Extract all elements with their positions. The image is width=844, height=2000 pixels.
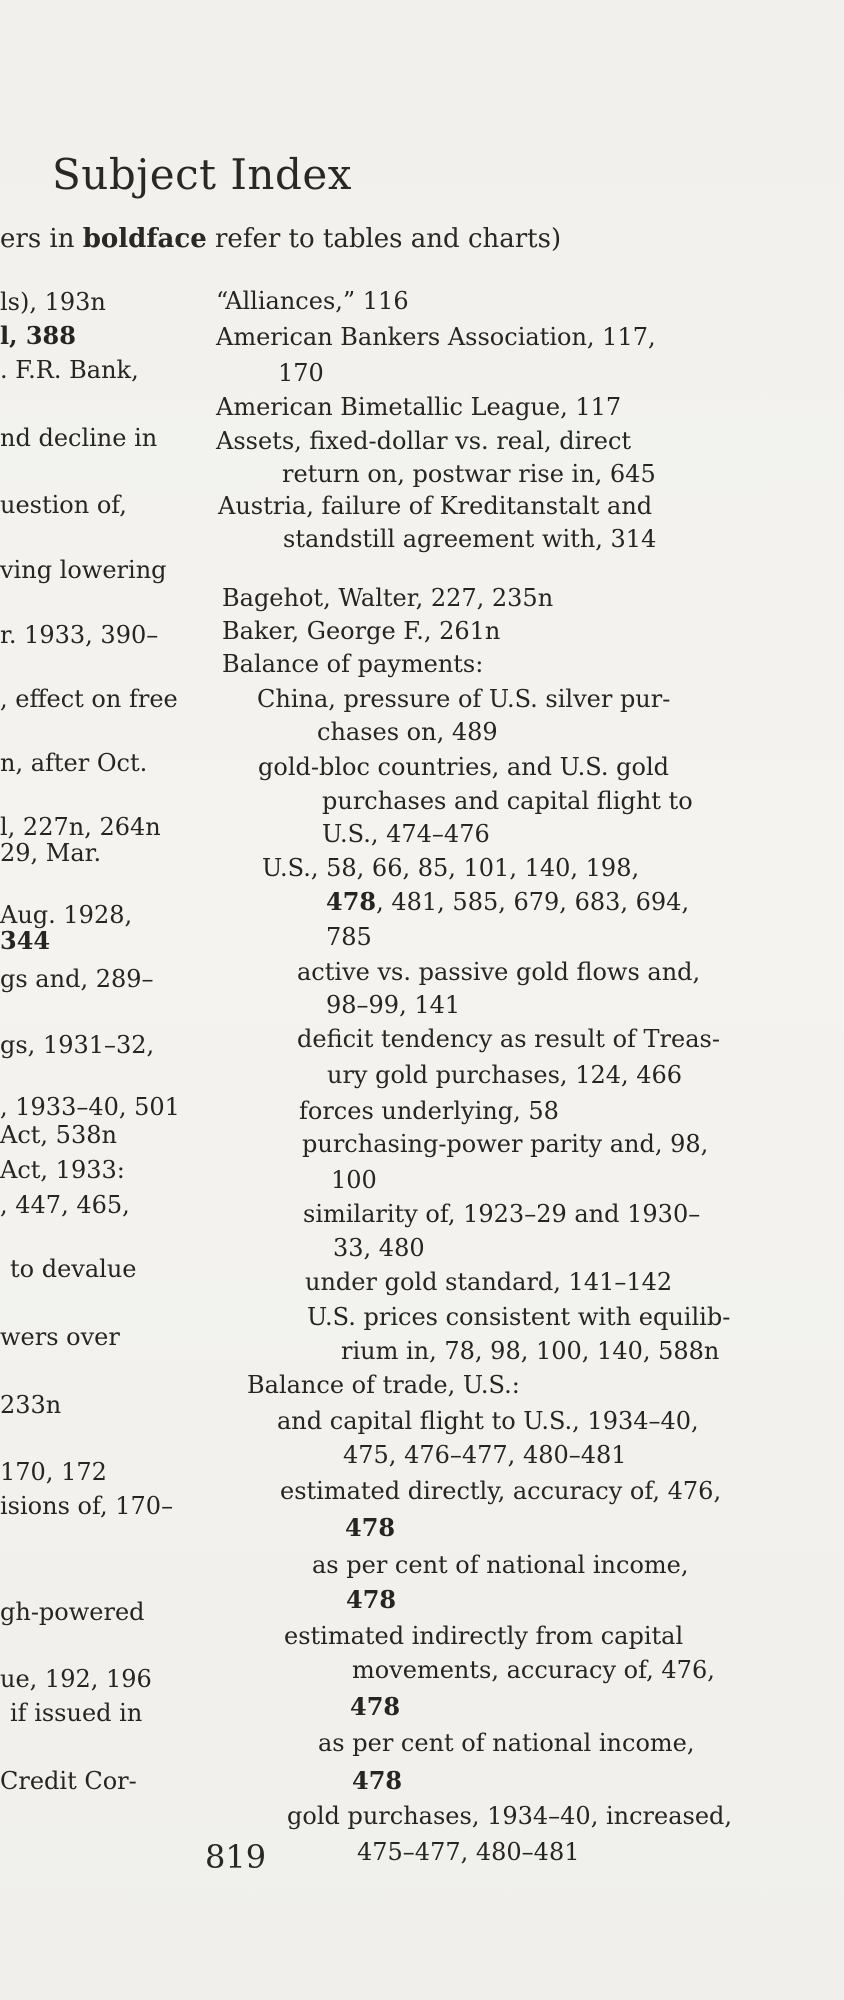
right-index-entry-line: American Bimetallic League, 117 bbox=[216, 393, 622, 421]
right-index-entry-line: return on, postwar rise in, 645 bbox=[282, 460, 656, 488]
right-index-entry-line: ury gold purchases, 124, 466 bbox=[327, 1061, 683, 1089]
left-index-entry-line: wers over bbox=[0, 1323, 120, 1351]
left-index-entry-line: 233n bbox=[0, 1391, 62, 1419]
left-index-entry-line: , 1933–40, 501 bbox=[0, 1093, 180, 1121]
right-index-entry-line: movements, accuracy of, 476, bbox=[352, 1656, 715, 1684]
right-index-entry-line: rium in, 78, 98, 100, 140, 588n bbox=[341, 1337, 720, 1365]
left-index-entry-line: nd decline in bbox=[0, 424, 158, 452]
right-index-entry-line: similarity of, 1923–29 and 1930– bbox=[303, 1200, 701, 1228]
note-bold: boldface bbox=[82, 224, 207, 254]
right-index-entry-line: Balance of trade, U.S.: bbox=[247, 1371, 520, 1399]
right-index-entry-line: Bagehot, Walter, 227, 235n bbox=[222, 584, 554, 612]
left-index-entry-line: isions of, 170– bbox=[0, 1492, 174, 1520]
right-index-entry-line: 33, 480 bbox=[333, 1234, 425, 1262]
right-index-entry-line: estimated directly, accuracy of, 476, bbox=[280, 1477, 722, 1505]
note-prefix: ers in bbox=[0, 224, 83, 254]
right-index-entry-line: U.S., 58, 66, 85, 101, 140, 198, bbox=[262, 854, 640, 882]
left-index-entry-line: ue, 192, 196 bbox=[0, 1665, 152, 1693]
right-index-entry-line: purchases and capital flight to bbox=[322, 787, 693, 815]
right-index-entry-line: purchasing-power parity and, 98, bbox=[302, 1130, 709, 1158]
left-index-entry-line: r. 1933, 390– bbox=[0, 621, 159, 649]
right-index-entry-line: deficit tendency as result of Treas- bbox=[297, 1025, 720, 1053]
right-index-entry-line: 100 bbox=[331, 1166, 377, 1194]
left-index-entry-line: n, after Oct. bbox=[0, 749, 148, 777]
right-index-entry-line: American Bankers Association, 117, bbox=[216, 323, 656, 351]
right-index-entry-line: forces underlying, 58 bbox=[299, 1097, 559, 1125]
right-index-entry-line: China, pressure of U.S. silver pur- bbox=[257, 685, 671, 713]
boldface-note bbox=[0, 224, 561, 254]
right-index-entry-line: Assets, fixed-dollar vs. real, direct bbox=[216, 427, 632, 455]
right-index-entry-line: standstill agreement with, 314 bbox=[283, 525, 657, 553]
right-index-entry-line: as per cent of national income, bbox=[312, 1551, 689, 1579]
right-index-entry-line: active vs. passive gold flows and, bbox=[297, 958, 701, 986]
page-number: 819 bbox=[205, 1838, 267, 1876]
right-index-entry-line: 478 bbox=[350, 1692, 401, 1721]
left-index-entry-line: l, 227n, 264n bbox=[0, 813, 161, 841]
right-index-entry-line: Baker, George F., 261n bbox=[222, 617, 501, 645]
right-index-entry-line: Balance of payments: bbox=[222, 650, 484, 678]
left-index-entry-line: Aug. 1928, bbox=[0, 901, 133, 929]
note-suffix: refer to tables and charts) bbox=[206, 224, 562, 254]
right-index-entry-line: 478 bbox=[346, 1585, 397, 1614]
right-index-entry-line: chases on, 489 bbox=[317, 718, 498, 746]
right-index-entry-line: gold purchases, 1934–40, increased, bbox=[287, 1802, 733, 1830]
left-index-entry-line: Credit Cor- bbox=[0, 1767, 137, 1795]
bold-page-ref: 478 bbox=[326, 887, 377, 916]
right-index-entry-line: under gold standard, 141–142 bbox=[305, 1268, 673, 1296]
left-index-entry-line: to devalue bbox=[10, 1255, 137, 1283]
left-index-entry-line: gs, 1931–32, bbox=[0, 1031, 155, 1059]
left-index-entry-line: uestion of, bbox=[0, 491, 127, 519]
right-index-entry-line: 478, 481, 585, 679, 683, 694, bbox=[326, 887, 690, 916]
left-index-entry-line: 29, Mar. bbox=[0, 839, 102, 867]
left-index-entry-line: 170, 172 bbox=[0, 1458, 107, 1486]
right-index-entry-line: 170 bbox=[278, 359, 324, 387]
right-index-entry-line: U.S., 474–476 bbox=[322, 820, 490, 848]
left-index-entry-line: l, 388 bbox=[0, 321, 76, 350]
left-index-entry-line: ls), 193n bbox=[0, 288, 106, 316]
left-index-entry-line: Act, 1933: bbox=[0, 1156, 125, 1184]
right-index-entry-line: Austria, failure of Kreditanstalt and bbox=[218, 492, 653, 520]
left-index-entry-line: if issued in bbox=[10, 1699, 143, 1727]
right-index-entry-line: 475, 476–477, 480–481 bbox=[343, 1441, 627, 1469]
left-index-entry-line: 344 bbox=[0, 926, 51, 955]
left-index-entry-line: gs and, 289– bbox=[0, 965, 154, 993]
right-index-entry-line: and capital flight to U.S., 1934–40, bbox=[277, 1407, 699, 1435]
right-index-entry-line: 478 bbox=[352, 1766, 403, 1795]
right-index-entry-line: 475–477, 480–481 bbox=[357, 1838, 580, 1866]
right-index-entry-line: “Alliances,” 116 bbox=[216, 287, 409, 315]
page-title: Subject Index bbox=[52, 150, 352, 199]
right-index-entry-line: 98–99, 141 bbox=[326, 991, 461, 1019]
right-index-entry-line: 478 bbox=[345, 1513, 396, 1542]
left-index-entry-line: gh-powered bbox=[0, 1598, 145, 1626]
right-index-entry-line: gold-bloc countries, and U.S. gold bbox=[258, 753, 669, 781]
right-index-entry-line: estimated indirectly from capital bbox=[284, 1622, 684, 1650]
left-index-entry-line: Act, 538n bbox=[0, 1121, 117, 1149]
right-index-entry-line: U.S. prices consistent with equilib- bbox=[307, 1303, 731, 1331]
right-index-entry-line: 785 bbox=[326, 923, 372, 951]
left-index-entry-line: ving lowering bbox=[0, 556, 167, 584]
left-index-entry-line: , effect on free bbox=[0, 685, 178, 713]
right-index-entry-line: as per cent of national income, bbox=[318, 1729, 695, 1757]
left-index-entry-line: . F.R. Bank, bbox=[0, 356, 139, 384]
left-index-entry-line: , 447, 465, bbox=[0, 1191, 130, 1219]
